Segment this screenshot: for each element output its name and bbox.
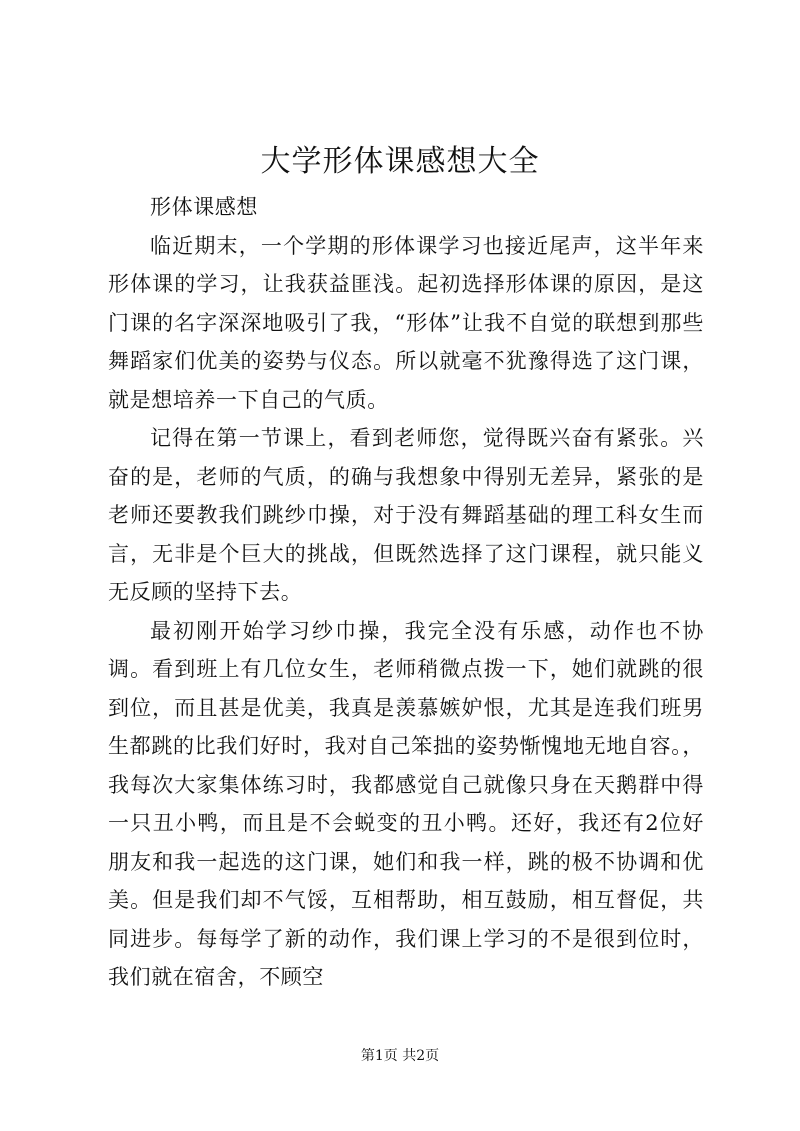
- document-body: [108, 188, 704, 997]
- paragraph-3: 最初刚开始学习纱巾操，我完全没有乐感，动作也不协调。看到班上有几位女生，老师稍微点拨一下，她们就跳的很到位，而且甚是优美，我真是羡慕嫉妒恨，尤其是连我们班男生都跳的比我们好时，我对自己笨拙的姿势惭愧地无地自容。，我每次大家集体练习时，我都感觉自己就像只身在天鹅群中得一只丑小鸭，而且是不会蜕变的丑小鸭。还好，我还有2位好朋友和我一起选的这门课，她们和我一样，跳的极不协调和优美。但是我们却不气馁，互相帮助，相互鼓励，相互督促，共同进步。每每学了新的动作，我们课上学习的不是很到位时，我们就在宿舍，不顾空: [108, 618, 704, 989]
- paragraph-1: 临近期末，一个学期的形体课学习也接近尾声，这半年来形体课的学习，让我获益匪浅。起初选择形体课的原因，是这门课的名字深深地吸引了我，“形体”让我不自觉的联想到那些舞蹈家们优美的姿势与仪态。所以就毫不犹豫得选了这门课，就是想培养一下自己的气质。: [108, 233, 704, 412]
- paragraph-subtitle: 形体课感想: [150, 195, 258, 219]
- document-title: 大学形体课感想大全: [260, 144, 540, 179]
- paragraph-2: 记得在第一节课上，看到老师您，觉得既兴奋有紧张。兴奋的是，老师的气质，的确与我想象中得别无差异，紧张的是老师还要教我们跳纱巾操，对于没有舞蹈基础的理工科女生而言，无非是个巨大的挑战，但既然选择了这门课程，就只能义无反顾的坚持下去。: [108, 426, 704, 604]
- page-footer: 第1页 共2页: [360, 1048, 440, 1064]
